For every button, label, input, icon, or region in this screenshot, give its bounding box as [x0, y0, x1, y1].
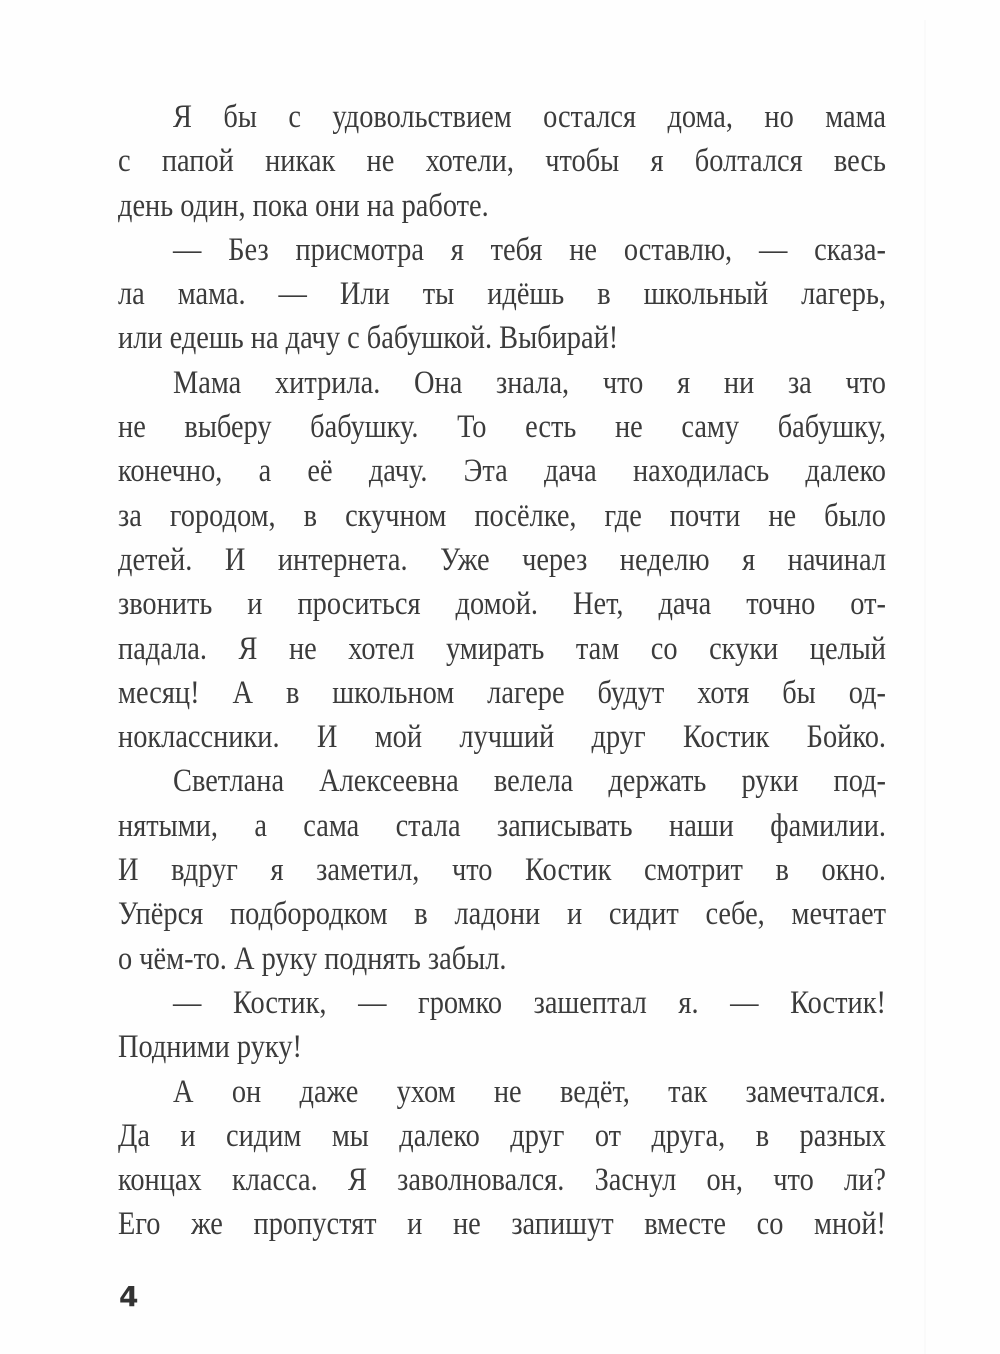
text-line: Его же пропустят и не запишут вместе со мной! [118, 1206, 886, 1243]
text-line: Да и сидим мы далеко друг от друга, в разных [118, 1117, 886, 1154]
text-line: Я бы с удовольствием остался дома, но мама [173, 99, 886, 135]
text-line: — Без присмотра я тебя не оставлю, — сказа- [173, 231, 886, 268]
text-line: А он даже ухом не ведёт, так замечтался. [173, 1073, 886, 1110]
text-line: или едешь на дачу с бабушкой. Выбирай! [118, 320, 619, 357]
page-number: 4 [119, 1280, 139, 1313]
text-line: ноклассники. И мой лучший друг Костик Бойко. [118, 719, 886, 756]
text-line: с папой никак не хотели, чтобы я болтался весь [118, 143, 886, 180]
text-line: детей. И интернета. Уже через неделю я начинал [118, 541, 886, 578]
text-line: звонить и проситься домой. Нет, дача точно от- [118, 586, 886, 623]
text-line: — Костик, — громко зашептал я. — Костик! [173, 984, 886, 1021]
text-line: месяц! А в школьном лагере будут хотя бы од- [118, 674, 886, 711]
text-line: ла мама. — Или ты идёшь в школьный лагерь, [118, 276, 886, 313]
text-line: Подними руку! [118, 1029, 302, 1066]
text-line: падала. Я не хотел умирать там со скуки целый [118, 630, 886, 667]
body-text [118, 95, 886, 1247]
text-line: о чём-то. А руку поднять забыл. [118, 940, 507, 977]
text-line: И вдруг я заметил, что Костик смотрит в окно. [118, 852, 886, 889]
text-line: нятыми, а сама стала записывать наши фамилии. [118, 807, 886, 844]
text-line: Светлана Алексеевна велела держать руки под- [173, 763, 886, 800]
page-fold-shadow [924, 20, 926, 1354]
text-line: не выберу бабушку. То есть не саму бабушку, [118, 409, 886, 446]
text-line: конечно, а её дачу. Эта дача находилась далеко [118, 453, 886, 490]
text-line: за городом, в скучном посёлке, где почти не было [118, 497, 886, 534]
text-line: Мама хитрила. Она знала, что я ни за что [173, 364, 886, 401]
text-line: Упёрся подбородком в ладони и сидит себе, мечтает [118, 896, 886, 933]
text-line: день один, пока они на работе. [118, 187, 489, 224]
text-line: концах класса. Я заволновался. Заснул он, что ли? [118, 1162, 886, 1199]
